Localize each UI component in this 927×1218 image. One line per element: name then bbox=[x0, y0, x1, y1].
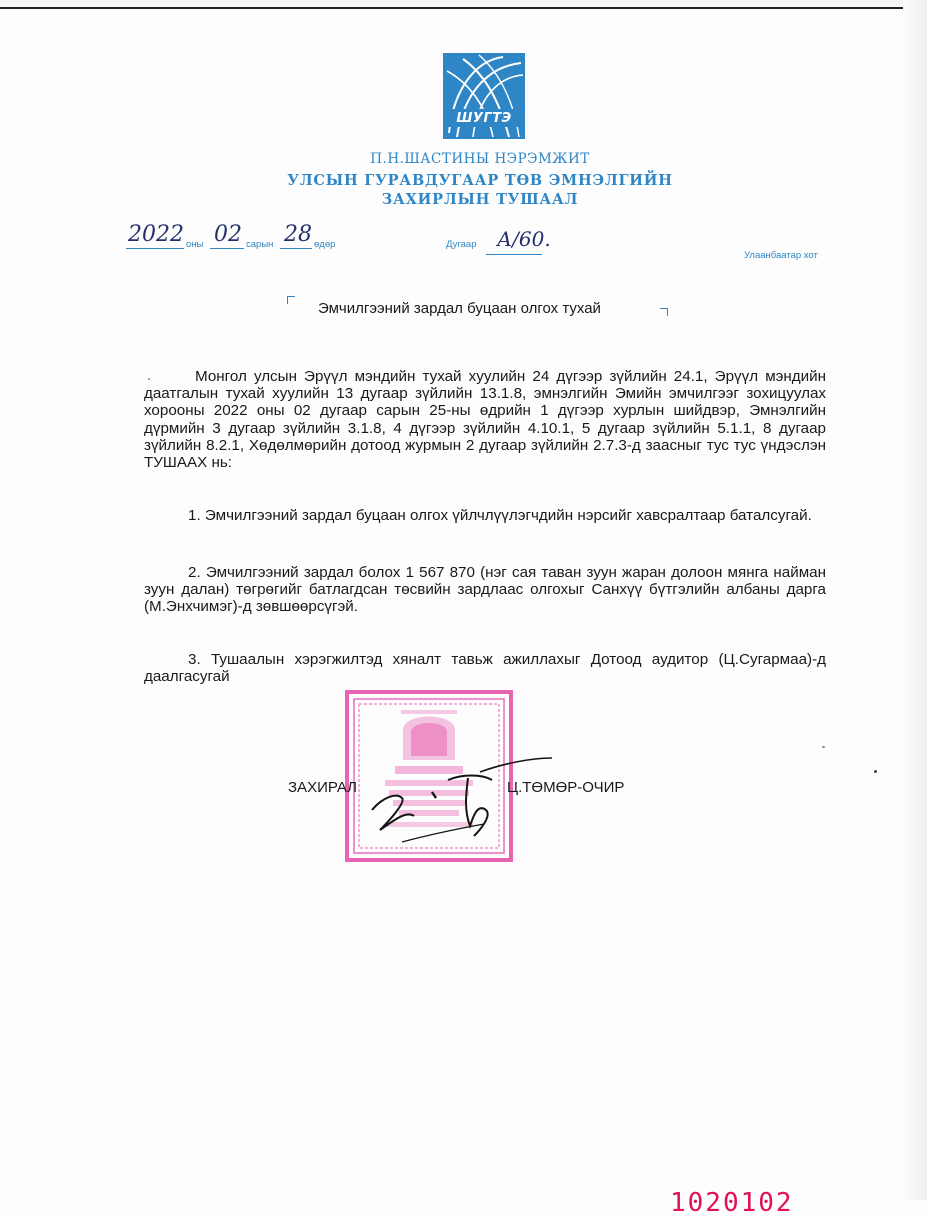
subject-corner-left bbox=[287, 296, 295, 304]
director-title: ЗАХИРАЛ bbox=[288, 779, 358, 796]
order-item-1: 1. Эмчилгээний зардал буцаан олгох үйлчлүүлэгчдийн нэрсийг хавсралтаар баталсугай. bbox=[188, 507, 812, 524]
date-month: 02 bbox=[214, 222, 242, 247]
header-line-3: ЗАХИРЛЫН ТУШААЛ bbox=[381, 191, 579, 208]
date-day: 28 bbox=[284, 222, 312, 247]
шугтэ-logo-icon bbox=[443, 53, 525, 139]
date-year: 2022 bbox=[128, 222, 184, 247]
order-number-value: А/60. bbox=[497, 227, 551, 251]
date-day-suffix: өдөр bbox=[314, 239, 336, 250]
scan-top-edge bbox=[0, 0, 927, 12]
city: Улаанбаатар хот bbox=[744, 250, 818, 261]
scan-speck bbox=[822, 746, 825, 748]
intro-paragraph: Монгол улсын Эрүүл мэндийн тухай хуулийн 24 дүгээр зүйлийн 24.1, Эрүүл мэндийн даатгалын тухай хуулийн 13 дугаар зүйлийн 13.1.8, эмнэлгийн Эмийн эмчилгээг зохицуулах хорооны 2022 оны 02 дугаар сарын 25-ны өдрийн 1 дүгээр хурлын шийдвэр, Эмнэлгийн дүрмийн 3 дугаар зүйлийн 3.1.8, 4 дүгээр зүйлийн 4.10.1, 5 дугаар зүйлийн 5.1.1, 8 дугаар зүйлийн 8.2.1, Хөдөлмөрийн дотоод журмын 2 дугаар зүйлийн 2.7.3-д заасныг тус тус үндэслэн ТУШААХ нь: bbox=[144, 368, 826, 472]
date-year-suffix: оны bbox=[186, 239, 204, 250]
scan-speck bbox=[874, 770, 877, 773]
subject-corner-right bbox=[660, 308, 668, 316]
footer-number: 1020102 bbox=[670, 1188, 794, 1218]
logo-text: ШУГТЭ bbox=[456, 111, 512, 126]
signature-icon bbox=[362, 750, 562, 850]
subject-title: Эмчилгээний зардал буцаан олгох тухай bbox=[318, 300, 601, 317]
order-item-3: 3. Тушаалын хэрэгжилтэд хяналт тавьж ажиллахыг Дотоод аудитор (Ц.Сугармаа)-д даалгасугай bbox=[144, 651, 826, 686]
order-number-label: Дугаар bbox=[446, 239, 477, 250]
header-line-2: УЛСЫН ГУРАВДУГААР ТӨВ ЭМНЭЛГИЙН bbox=[287, 172, 673, 189]
date-month-suffix: сарын bbox=[246, 239, 274, 250]
header-line-1: П.Н.ШАСТИНЫ НЭРЭМЖИТ bbox=[370, 151, 590, 167]
order-item-2: 2. Эмчилгээний зардал болох 1 567 870 (нэг сая таван зуун жаран долоон мянга найман зуун далан) төгрөгийг батлагдсан төсвийн зардлаас олгохыг Санхүү бүтгэлийн албаны дарга (М.Энхчимэг)-д зөвшөөрсүгэй. bbox=[144, 564, 826, 616]
scan-speck bbox=[148, 378, 150, 380]
scan-right-edge bbox=[903, 0, 927, 1200]
director-name: Ц.ТӨМӨР-ОЧИР bbox=[507, 779, 625, 796]
